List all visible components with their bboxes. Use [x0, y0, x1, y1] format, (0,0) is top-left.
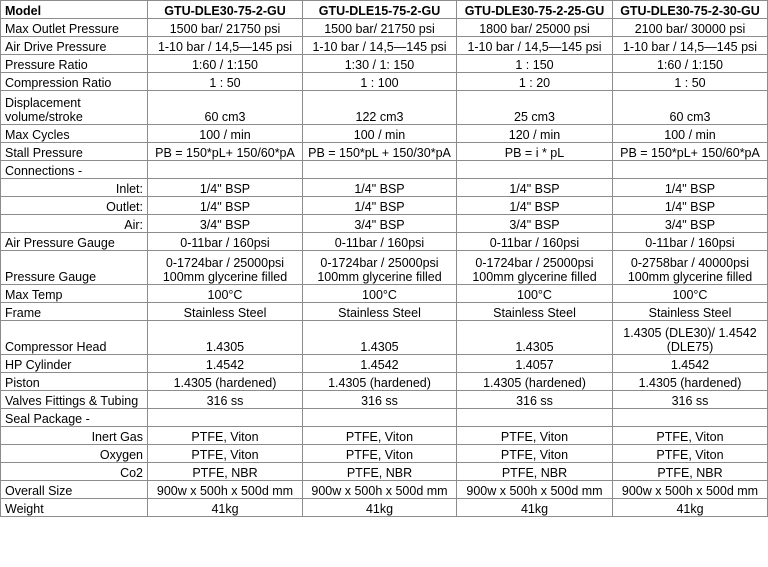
cell-value: PTFE, Viton [148, 445, 303, 463]
row-inlet [1, 179, 768, 197]
cell-value: 1/4" BSP [457, 179, 613, 197]
row-label: Displacement volume/stroke [1, 91, 148, 125]
cell-value: 1 : 150 [457, 55, 613, 73]
cell-value: 316 ss [613, 391, 768, 409]
empty-cell [613, 161, 768, 179]
row-label: Co2 [1, 463, 148, 481]
cell-value: 0-11bar / 160psi [148, 233, 303, 251]
row-label: Overall Size [1, 481, 148, 499]
row-label: Pressure Ratio [1, 55, 148, 73]
cell-value: Stainless Steel [148, 303, 303, 321]
cell-value: 0-11bar / 160psi [613, 233, 768, 251]
cell-value: 41kg [457, 499, 613, 517]
cell-value: 1 : 20 [457, 73, 613, 91]
row-air-pressure-gauge [1, 233, 768, 251]
row-label: Inert Gas [1, 427, 148, 445]
cell-value: 1 : 100 [303, 73, 457, 91]
cell-value: 1/4" BSP [148, 197, 303, 215]
cell-value: 41kg [148, 499, 303, 517]
cell-value: 1.4542 [613, 355, 768, 373]
row-label: Air Pressure Gauge [1, 233, 148, 251]
cell-value: 3/4" BSP [613, 215, 768, 233]
cell-value [148, 251, 303, 285]
cell-value: 1/4" BSP [303, 197, 457, 215]
cell-value: 900w x 500h x 500d mm [148, 481, 303, 499]
cell-value: PB = 150*pL+ 150/60*pA [613, 143, 768, 161]
cell-value: 1.4542 [303, 355, 457, 373]
cell-value: 1/4" BSP [303, 179, 457, 197]
empty-cell [148, 161, 303, 179]
cell-value: 100 / min [613, 125, 768, 143]
empty-cell [148, 409, 303, 427]
cell-value: 0-11bar / 160psi [457, 233, 613, 251]
cell-value: 1.4542 [148, 355, 303, 373]
cell-value: PTFE, Viton [457, 445, 613, 463]
cell-value: 41kg [303, 499, 457, 517]
cell-value: 316 ss [148, 391, 303, 409]
cell-value: PTFE, Viton [303, 445, 457, 463]
empty-cell [303, 161, 457, 179]
cell-value [613, 251, 768, 285]
gauge-type: 100mm glycerine filled [317, 270, 442, 284]
cell-value: 3/4" BSP [457, 215, 613, 233]
row-label: Stall Pressure [1, 143, 148, 161]
cell-value: PB = 150*pL + 150/30*pA [303, 143, 457, 161]
row-outlet [1, 197, 768, 215]
row-displacement [1, 91, 768, 125]
row-label: Outlet: [1, 197, 148, 215]
cell-value: Stainless Steel [303, 303, 457, 321]
cell-value: 1500 bar/ 21750 psi [303, 19, 457, 37]
cell-value [457, 251, 613, 285]
gauge-type: 100mm glycerine filled [162, 270, 288, 284]
cell-value: 316 ss [457, 391, 613, 409]
row-label: Air Drive Pressure [1, 37, 148, 55]
cell-value: 900w x 500h x 500d mm [303, 481, 457, 499]
cell-value: 100 / min [303, 125, 457, 143]
row-label: Valves Fittings & Tubing [1, 391, 148, 409]
row-seal-package [1, 409, 768, 427]
row-overall-size [1, 481, 768, 499]
row-frame [1, 303, 768, 321]
cell-value: 1800 bar/ 25000 psi [457, 19, 613, 37]
row-pressure-ratio [1, 55, 768, 73]
empty-cell [457, 409, 613, 427]
row-inert-gas [1, 427, 768, 445]
cell-value: 1-10 bar / 14,5—145 psi [303, 37, 457, 55]
cell-value: PTFE, NBR [148, 463, 303, 481]
cell-value: 1:60 / 1:150 [148, 55, 303, 73]
row-label: Max Temp [1, 285, 148, 303]
cell-value: 120 / min [457, 125, 613, 143]
cell-value: 900w x 500h x 500d mm [457, 481, 613, 499]
cell-value: 1.4305 (hardened) [613, 373, 768, 391]
cell-value: 2100 bar/ 30000 psi [613, 19, 768, 37]
row-piston [1, 373, 768, 391]
row-max-cycles [1, 125, 768, 143]
cell-value: 1/4" BSP [613, 179, 768, 197]
row-compression-ratio [1, 73, 768, 91]
cell-value: 1/4" BSP [613, 197, 768, 215]
row-label: HP Cylinder [1, 355, 148, 373]
empty-cell [457, 161, 613, 179]
cell-value: 1500 bar/ 21750 psi [148, 19, 303, 37]
cell-value: 1/4" BSP [457, 197, 613, 215]
row-air [1, 215, 768, 233]
model-name: GTU-DLE30-75-2-25-GU [457, 1, 613, 19]
cell-value: 1.4305 [303, 321, 457, 355]
row-max-outlet-pressure [1, 19, 768, 37]
cell-value: PB = i * pL [457, 143, 613, 161]
row-compressor-head [1, 321, 768, 355]
row-label: Piston [1, 373, 148, 391]
cell-value: 900w x 500h x 500d mm [613, 481, 768, 499]
cell-value: 1.4305 (hardened) [148, 373, 303, 391]
gauge-type: 100mm glycerine filled [627, 270, 753, 284]
cell-value: 1-10 bar / 14,5—145 psi [148, 37, 303, 55]
gauge-type: 100mm glycerine filled [472, 270, 597, 284]
row-weight [1, 499, 768, 517]
cell-value: PTFE, Viton [613, 445, 768, 463]
cell-value: 100°C [613, 285, 768, 303]
cell-value: 1/4" BSP [148, 179, 303, 197]
model-name: GTU-DLE30-75-2-GU [148, 1, 303, 19]
cell-value: 316 ss [303, 391, 457, 409]
row-label: Pressure Gauge [1, 251, 148, 285]
cell-value: 0-11bar / 160psi [303, 233, 457, 251]
gauge-range: 0-1724bar / 25000psi [320, 256, 439, 270]
cell-value: PB = 150*pL+ 150/60*pA [148, 143, 303, 161]
cell-value: 60 cm3 [613, 91, 768, 125]
row-stall-pressure [1, 143, 768, 161]
empty-cell [303, 409, 457, 427]
section-label: Seal Package - [1, 409, 148, 427]
cell-value: 100°C [148, 285, 303, 303]
row-label: Max Outlet Pressure [1, 19, 148, 37]
model-label: Model [1, 1, 148, 19]
row-label: Weight [1, 499, 148, 517]
cell-value: PTFE, Viton [613, 427, 768, 445]
cell-value [303, 251, 457, 285]
cell-value: PTFE, NBR [457, 463, 613, 481]
row-label: Oxygen [1, 445, 148, 463]
cell-value: 1.4305 [457, 321, 613, 355]
cell-value: 1-10 bar / 14,5—145 psi [613, 37, 768, 55]
section-label: Connections - [1, 161, 148, 179]
cell-value: Stainless Steel [613, 303, 768, 321]
row-oxygen [1, 445, 768, 463]
row-hp-cylinder [1, 355, 768, 373]
cell-value: PTFE, Viton [457, 427, 613, 445]
row-label: Air: [1, 215, 148, 233]
row-connections [1, 161, 768, 179]
cell-value: 1:30 / 1: 150 [303, 55, 457, 73]
cell-value: 1 : 50 [148, 73, 303, 91]
row-valves [1, 391, 768, 409]
cell-value: 100°C [303, 285, 457, 303]
row-label: Compressor Head [1, 321, 148, 355]
cell-value: 25 cm3 [457, 91, 613, 125]
cell-value: 60 cm3 [148, 91, 303, 125]
cell-value: 3/4" BSP [303, 215, 457, 233]
empty-cell [613, 409, 768, 427]
cell-value: 1.4305 (hardened) [457, 373, 613, 391]
cell-value: 3/4" BSP [148, 215, 303, 233]
cell-value: Stainless Steel [457, 303, 613, 321]
cell-value: 1.4305 (hardened) [303, 373, 457, 391]
cell-value: 1.4305 [148, 321, 303, 355]
gauge-range: 0-1724bar / 25000psi [475, 256, 594, 270]
row-label: Frame [1, 303, 148, 321]
row-label: Max Cycles [1, 125, 148, 143]
header-row [1, 1, 768, 19]
model-name: GTU-DLE30-75-2-30-GU [613, 1, 768, 19]
cell-value: PTFE, NBR [613, 463, 768, 481]
cell-value: 122 cm3 [303, 91, 457, 125]
cell-value: PTFE, NBR [303, 463, 457, 481]
cell-value: 1:60 / 1:150 [613, 55, 768, 73]
row-label: Inlet: [1, 179, 148, 197]
row-air-drive-pressure [1, 37, 768, 55]
cell-value: 100 / min [148, 125, 303, 143]
cell-value: 100°C [457, 285, 613, 303]
cell-value: 1-10 bar / 14,5—145 psi [457, 37, 613, 55]
cell-value: PTFE, Viton [148, 427, 303, 445]
model-name: GTU-DLE15-75-2-GU [303, 1, 457, 19]
row-label: Compression Ratio [1, 73, 148, 91]
row-co2 [1, 463, 768, 481]
gauge-range: 0-1724bar / 25000psi [165, 256, 285, 270]
cell-value: 1.4057 [457, 355, 613, 373]
cell-value: 1 : 50 [613, 73, 768, 91]
row-pressure-gauge [1, 251, 768, 285]
cell-value: 41kg [613, 499, 768, 517]
cell-value: 1.4305 (DLE30)/ 1.4542 (DLE75) [613, 321, 768, 355]
cell-value: PTFE, Viton [303, 427, 457, 445]
row-max-temp [1, 285, 768, 303]
gauge-range: 0-2758bar / 40000psi [630, 256, 750, 270]
